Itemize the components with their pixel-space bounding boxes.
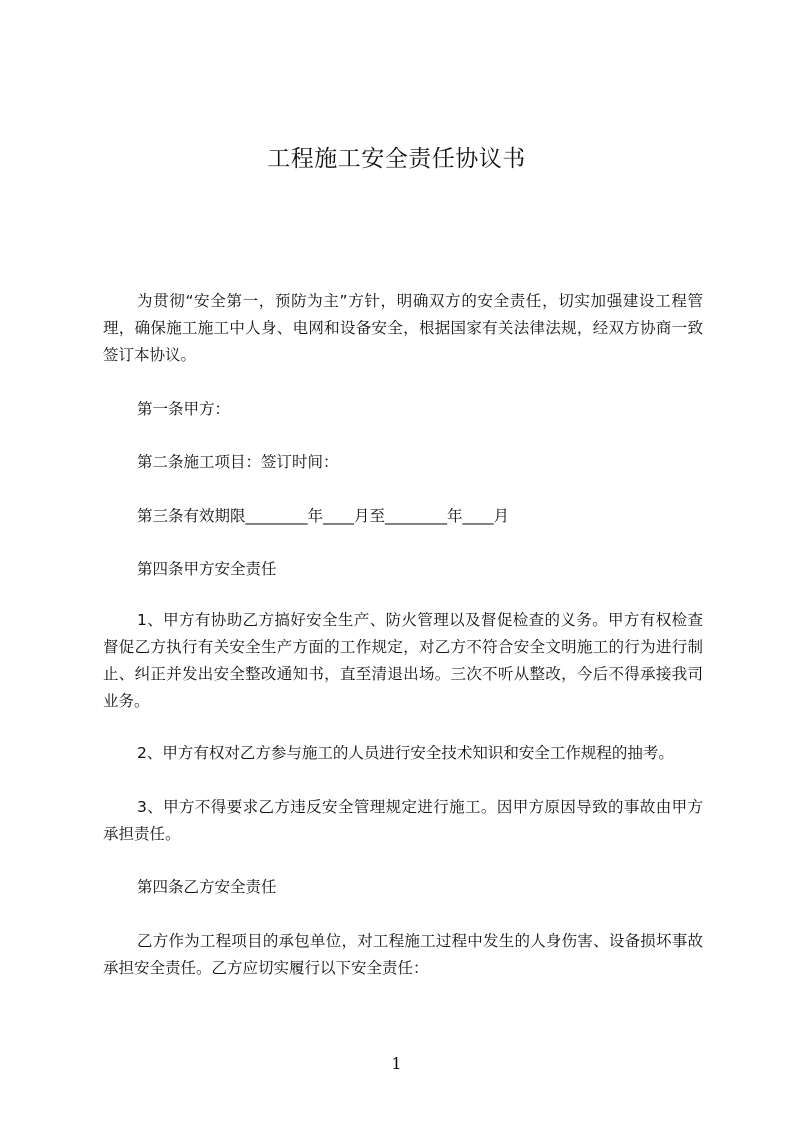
party-a-duty-1: 1、甲方有协助乙方搞好安全生产、防火管理以及督促检查的义务。甲方有权检查督促乙方执行有关安全生产方面的工作规定，对乙方不符合安全文明施工的行为进行制止、纠正并发出安全整改通知书，直至清退出场。三次不听从整改，今后不得承接我司业务。 bbox=[103, 611, 703, 710]
party-a-duty-3: 3、甲方不得要求乙方违反安全管理规定进行施工。因甲方原因导致的事故由甲方承担责任。 bbox=[103, 798, 703, 843]
article-4-heading-party-b: 第四条乙方安全责任 bbox=[137, 878, 277, 896]
article-3-validity: 第三条有效期限________年____月至________年____月 bbox=[137, 507, 510, 525]
article-2-project: 第二条施工项目：签订时间： bbox=[137, 453, 339, 471]
article-4-heading-party-a: 第四条甲方安全责任 bbox=[137, 560, 277, 578]
page-number: 1 bbox=[391, 1054, 402, 1073]
party-a-duty-2: 2、甲方有权对乙方参与施工的人员进行安全技术知识和安全工作规程的抽考。 bbox=[137, 744, 674, 762]
party-b-intro: 乙方作为工程项目的承包单位，对工程施工过程中发生的人身伤害、设备损坏事故承担安全责任。乙方应切实履行以下安全责任： bbox=[103, 932, 703, 977]
article-1-party-a: 第一条甲方： bbox=[137, 400, 231, 418]
document-title: 工程施工安全责任协议书 bbox=[267, 146, 526, 172]
intro-paragraph: 为贯彻“安全第一，预防为主”方针，明确双方的安全责任，切实加强建设工程管理，确保施工施工中人身、电网和设备安全，根据国家有关法律法规，经双方协商一致签订本协议。 bbox=[103, 292, 703, 364]
